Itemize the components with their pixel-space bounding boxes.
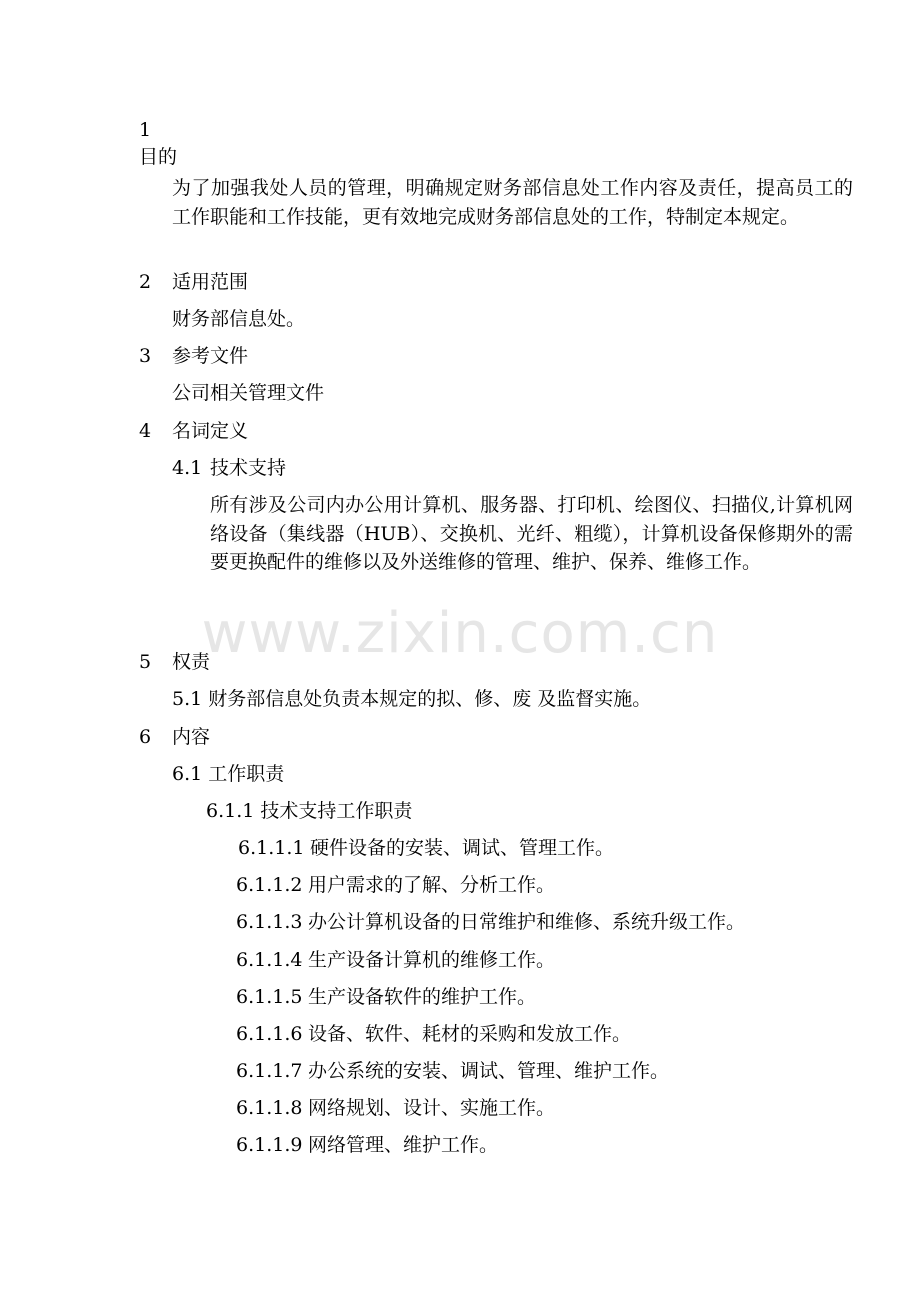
item-number: 6.1.1.5 [236,986,303,1008]
item-text: 生产设备计算机的维修工作。 [308,949,556,971]
item-number: 6.1.1.7 [236,1060,303,1082]
section-1-number: 1 [139,119,152,141]
section-4-1-body: 所有涉及公司内办公用计算机、服务器、打印机、绘图仪、扫描仪,计算机网络设备（集线器（HUB）、交换机、光纤、粗缆），计算机设备保修期外的需要更换配件的维修以及外送维修的管理、维护、保养、维修工作。 [210,494,853,573]
section-6-1-heading: 6.1 工作职责 [172,763,285,785]
item-text: 办公系统的安装、调试、管理、维护工作。 [308,1060,670,1082]
item-text: 网络管理、维护工作。 [308,1134,499,1156]
section-3-title: 参考文件 [172,345,249,367]
item-text: 硬件设备的安装、调试、管理工作。 [310,837,615,859]
section-1-body: 为了加强我处人员的管理，明确规定财务部信息处工作内容及责任，提高员工的工作职能和工作技能，更有效地完成财务部信息处的工作，特制定本规定。 [172,177,853,228]
item-text: 生产设备软件的维护工作。 [308,986,537,1008]
item-number: 6.1.1.1 [238,837,305,859]
section-2-number: 2 [139,271,152,293]
item-number: 6.1.1.9 [236,1134,303,1156]
list-item [236,910,745,934]
section-1-title: 目的 [139,146,178,168]
section-6-number: 6 [139,726,152,748]
list-item [236,1059,669,1083]
item-number: 6.1.1.6 [236,1023,303,1045]
section-5-1-text: 5.1 财务部信息处负责本规定的拟、修、废 及监督实施。 [172,688,652,710]
section-3-number: 3 [139,345,152,367]
item-number: 6.1.1.8 [236,1097,303,1119]
item-number: 6.1.1.3 [236,911,303,933]
list-item [236,1133,498,1157]
item-text: 网络规划、设计、实施工作。 [308,1097,556,1119]
section-4-1-number: 4.1 [172,457,203,479]
section-4-1-title: 技术支持 [210,457,287,479]
section-2-title: 适用范围 [172,271,249,293]
item-text: 设备、软件、耗材的采购和发放工作。 [308,1023,632,1045]
section-6-1-1-heading: 6.1.1 技术支持工作职责 [206,800,413,822]
section-6-title: 内容 [172,726,211,748]
list-item [236,985,536,1009]
section-2-body: 财务部信息处。 [172,308,306,330]
list-item [236,1022,631,1046]
item-text: 用户需求的了解、分析工作。 [308,874,556,896]
section-3-body: 公司相关管理文件 [172,382,325,404]
item-number: 6.1.1.4 [236,949,303,971]
list-item [236,1096,555,1120]
list-item [236,873,555,897]
section-4-number: 4 [139,420,152,442]
item-number: 6.1.1.2 [236,874,303,896]
list-item [238,836,614,860]
section-4-title: 名词定义 [172,420,249,442]
list-item [236,948,555,972]
section-5-number: 5 [139,651,152,673]
section-5-title: 权责 [172,651,211,673]
item-text: 办公计算机设备的日常维护和维修、系统升级工作。 [308,911,746,933]
watermark: www.zixin.com.cn [201,601,719,666]
